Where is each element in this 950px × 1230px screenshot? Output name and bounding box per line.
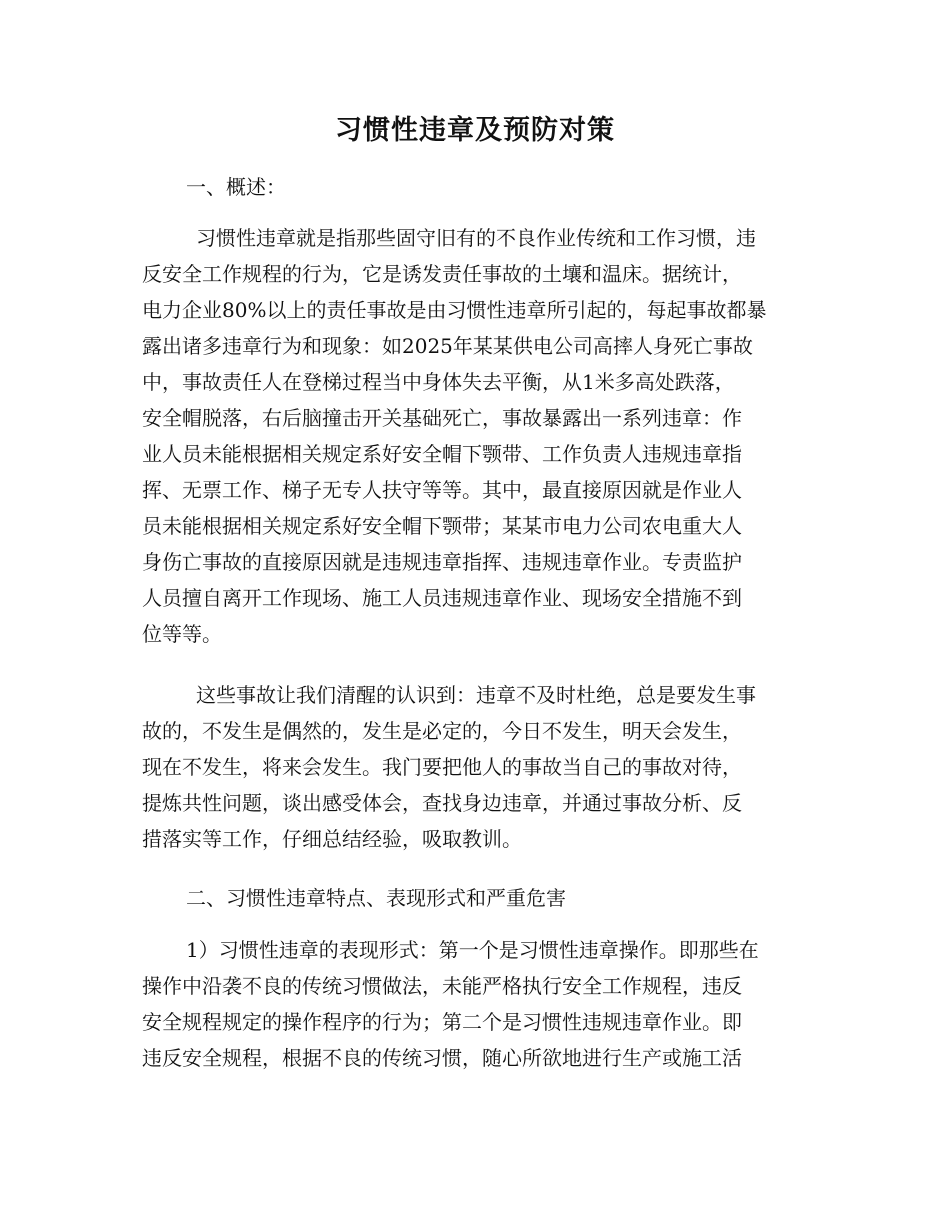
paragraph-line: 违反安全规程，根据不良的传统习惯，随心所欲地进行生产或施工活	[142, 1046, 742, 1070]
paragraph-line: 这些事故让我们清醒的认识到：违章不及时杜绝，总是要发生事	[196, 683, 756, 707]
section-heading-characteristics: 二、习惯性违章特点、表现形式和严重危害	[186, 886, 566, 910]
paragraph-line: 人员擅自离开工作现场、施工人员违规违章作业、现场安全措施不到	[142, 586, 742, 610]
paragraph-line: 提炼共性问题，谈出感受体会，查找身边违章，并通过事故分析、反	[142, 791, 742, 815]
paragraph-line: 习惯性违章就是指那些固守旧有的不良作业传统和工作习惯，违	[196, 226, 756, 250]
paragraph-line: 业人员未能根据相关规定系好安全帽下颚带、工作负责人违规违章指	[142, 442, 742, 466]
paragraph-line: 露出诸多违章行为和现象：如2025年某某供电公司高摔人身死亡事故	[142, 334, 753, 358]
paragraph-line: 1）习惯性违章的表现形式：第一个是习惯性违章操作。即那些在	[186, 938, 759, 962]
document-title: 习惯性违章及预防对策	[335, 115, 615, 146]
paragraph-line: 位等等。	[142, 622, 222, 646]
paragraph-line: 中，事故责任人在登梯过程当中身体失去平衡，从1米多高处跌落，	[142, 370, 735, 394]
paragraph-line: 安全规程规定的操作程序的行为；第二个是习惯性违规违章作业。即	[142, 1010, 742, 1034]
paragraph-line: 措落实等工作，仔细总结经验，吸取教训。	[142, 827, 522, 851]
paragraph-line: 现在不发生，将来会发生。我门要把他人的事故当自己的事故对待，	[142, 755, 742, 779]
paragraph-line: 故的，不发生是偶然的，发生是必定的，今日不发生，明天会发生，	[142, 719, 742, 743]
section-heading-overview: 一、概述：	[186, 175, 286, 199]
paragraph-line: 身伤亡事故的直接原因就是违规违章指挥、违规违章作业。专责监护	[142, 550, 742, 574]
paragraph-line: 操作中沿袭不良的传统习惯做法，未能严格执行安全工作规程，违反	[142, 974, 742, 998]
paragraph-line: 挥、无票工作、梯子无专人扶守等等。其中，最直接原因就是作业人	[142, 478, 742, 502]
paragraph-line: 安全帽脱落，右后脑撞击开关基础死亡，事故暴露出一系列违章：作	[142, 406, 742, 430]
paragraph-line: 电力企业80%以上的责任事故是由习惯性违章所引起的，每起事故都暴	[142, 298, 767, 322]
paragraph-line: 员未能根据相关规定系好安全帽下颚带；某某市电力公司农电重大人	[142, 514, 742, 538]
paragraph-line: 反安全工作规程的行为，它是诱发责任事故的土壤和温床。据统计，	[142, 262, 742, 286]
